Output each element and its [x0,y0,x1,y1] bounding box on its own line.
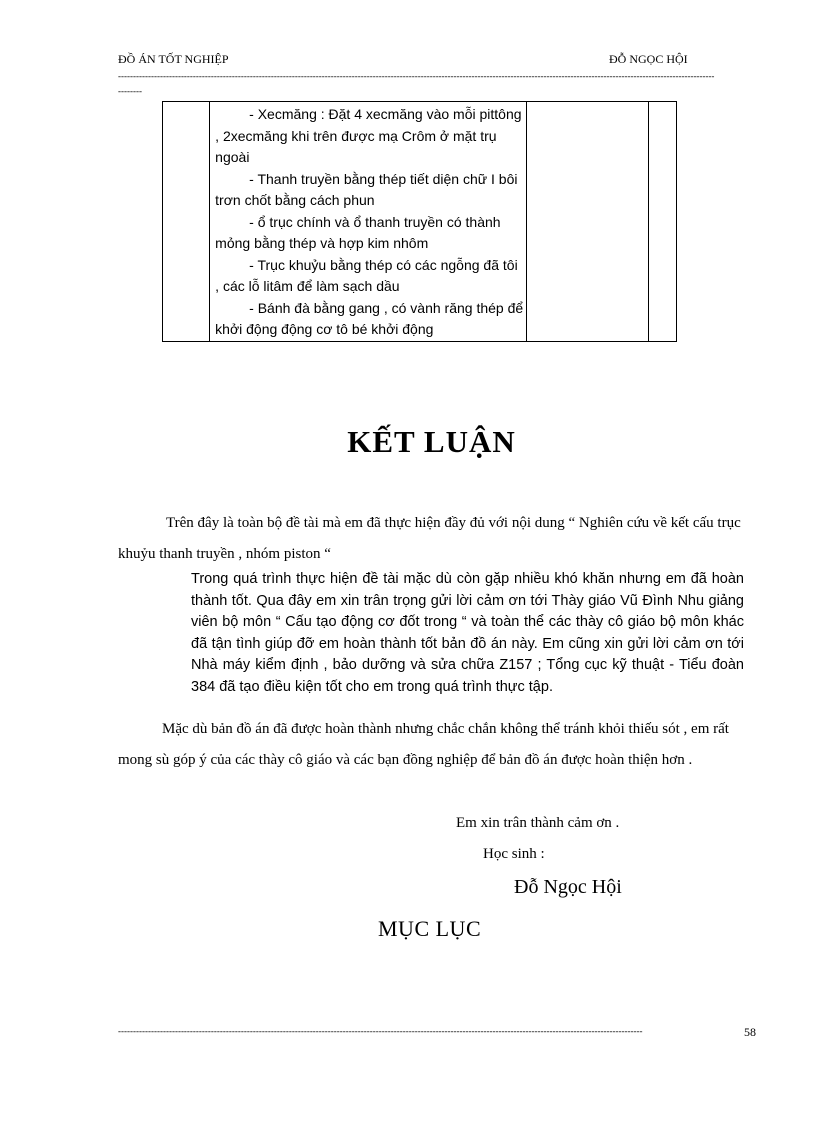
thanks-line: Em xin trân thành cảm ơn . [456,815,620,831]
student-label: Học sinh : [483,846,545,862]
table-cell-empty [648,102,676,342]
table-cell-empty [527,102,648,342]
table-row [163,102,677,342]
conclusion-paragraph-1: Trên đây là toàn bộ đề tài mà em đã thực hiện đầy đủ với nội dung “ Nghiên cứu về kết cấu trục khuỷu thanh truyền , nhóm piston “ [118,515,741,562]
header-author: ĐỖ NGỌC HỘI [609,52,688,66]
conclusion-paragraph-2: Trong quá trình thực hiện đề tài mặc dù còn gặp nhiều khó khăn nhưng em đã hoàn thành tốt. Qua đây em xin trân trọng gửi lời cảm ơn tới Thày giáo Vũ Đình Nhu giảng viên bộ môn “ Cấu tạo động cơ đốt trong “ và toàn thể các thày cô giáo bộ môn khác đã tận tình giúp đỡ em hoàn thành tốt bản đồ án này. Em cũng xin gửi lời cảm ơn tới Nhà máy kiểm định , bảo dưỡng và sửa chữa Z157 ; Tổng cục kỹ thuật - Tiểu đoàn 384 đã tạo điều kiện tốt cho em trong quá trình thực tập. [191,571,744,695]
table-line: - ổ trục chính và ổ thanh truyền có thành mỏng bằng thép và hợp kim nhôm [215,213,501,251]
footer-rule: ------------------------------------------------------------------------------------------------------------------------------------------------------------------------------- [118,1027,643,1036]
table-cell-empty [163,102,210,342]
page-number: 58 [744,1025,756,1039]
header-rule-tail: -------- [118,87,142,96]
conclusion-title: KẾT LUẬN [347,424,516,459]
student-name: Đỗ Ngọc Hội [514,876,622,898]
table-cell-description [210,102,527,342]
conclusion-paragraph-3: Mặc dù bản đồ án đã được hoàn thành nhưng chắc chắn không thể tránh khỏi thiếu sót , em rất mong sù góp ý của các thày cô giáo và các bạn đồng nghiệp để bản đồ án được hoàn thiện hơn . [118,721,729,768]
parts-table [162,101,677,342]
table-line: - Xecmăng : Đặt 4 xecmăng vào mỗi pittông , 2xecmăng khi trên được mạ Crôm ở mặt trụ ngoài [215,106,522,165]
table-line: - Trục khuỷu bằng thép có các ngỗng đã tôi , các lỗ litâm để làm sạch dầu [215,256,518,294]
header-left-title: ĐỒ ÁN TỐT NGHIỆP [118,52,229,66]
header-rule: ------------------------------------------------------------------------------------------------------------------------------------------------------------------------------------------------------- [118,72,715,81]
table-line: - Thanh truyền bằng thép tiết diện chữ I bôi trơn chốt bằng cách phun [215,170,518,208]
table-line: - Bánh đà bằng gang , có vành răng thép để khởi động động cơ tô bé khởi động [215,299,524,337]
toc-title: MỤC LỤC [378,916,482,941]
